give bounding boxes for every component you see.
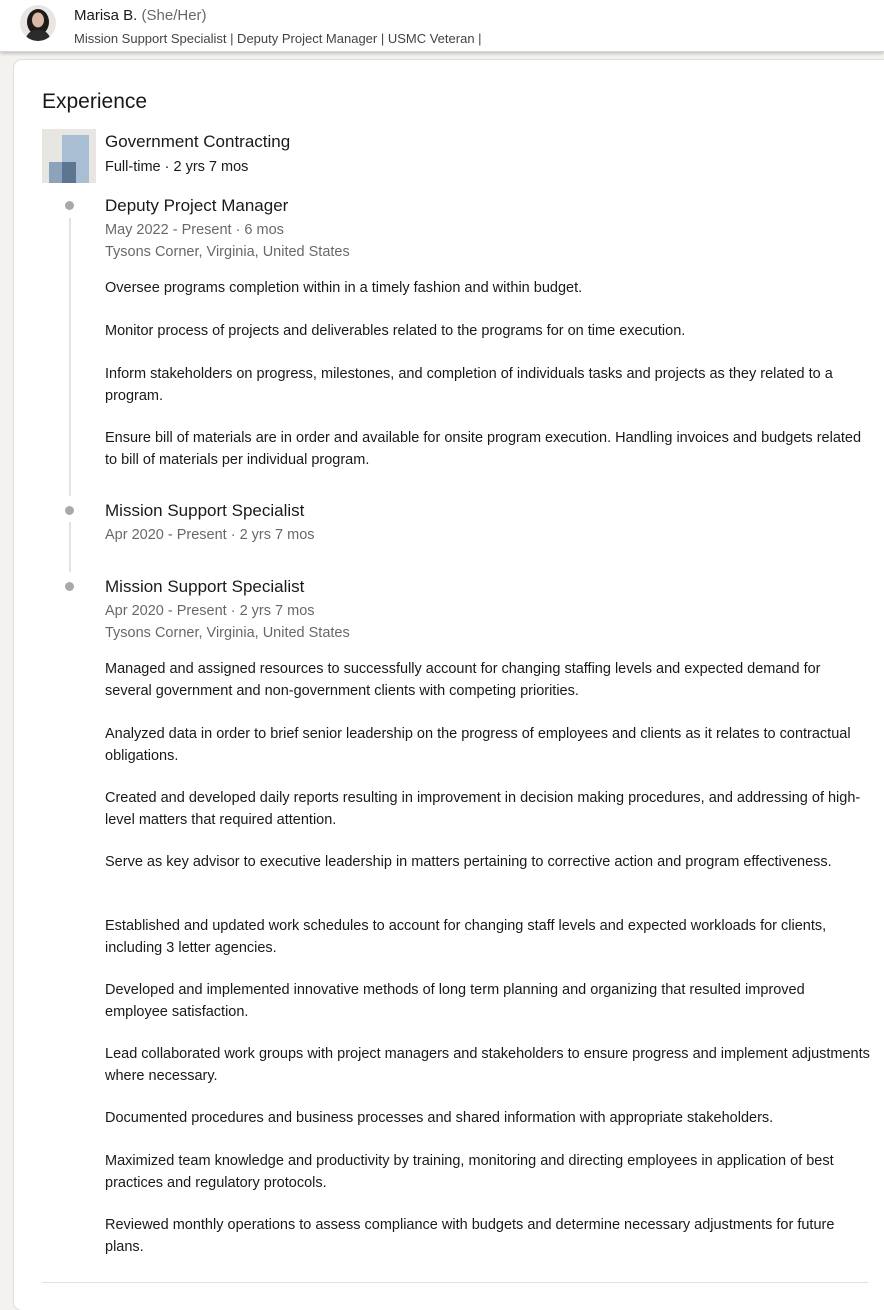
sticky-profile-header [0,0,884,52]
position-description-paragraph: Reviewed monthly operations to assess compliance with budgets and determine necessary adjustments for future plans. [105,1217,835,1255]
position-dates: Apr 2020 - Present · 2 yrs 7 mos [105,603,315,619]
position-description-paragraph: Serve as key advisor to executive leadership in matters pertaining to corrective action and program effectiveness. [105,854,832,870]
position-title[interactable]: Deputy Project Manager [105,196,289,215]
timeline-dot [65,506,74,515]
position-description-paragraph: Managed and assigned resources to successfully account for changing staffing levels and expected demand for several government and non-government clients with competing priorities. [105,661,821,699]
position-dates: May 2022 - Present · 6 mos [105,222,284,238]
position-description-paragraph: Created and developed daily reports resulting in improvement in decision making procedures, and addressing of high-level matters that required attention. [105,790,861,828]
position-title[interactable]: Mission Support Specialist [105,577,305,596]
profile-name-text: Marisa B. [74,7,138,24]
profile-name [74,6,207,26]
position-description-paragraph: Lead collaborated work groups with project managers and stakeholders to ensure progress and implement adjustments where necessary. [105,1046,870,1084]
position-description-paragraph: Developed and implemented innovative methods of long term planning and organizing that resulted improved employee satisfaction. [105,982,805,1020]
profile-pronouns: (She/Her) [141,7,207,24]
company-employment-meta: Full-time · 2 yrs 7 mos [105,159,249,175]
position-description-paragraph: Monitor process of projects and deliverables related to the programs for on time execution. [105,323,686,339]
position-title[interactable]: Mission Support Specialist [105,501,305,520]
avatar[interactable] [20,5,56,41]
company-name[interactable]: Government Contracting [105,132,291,151]
timeline-line [69,218,71,496]
timeline-line [69,522,71,572]
position-description-paragraph: Documented procedures and business processes and shared information with appropriate stakeholders. [105,1110,774,1126]
section-title: Experience [42,90,148,113]
position-description-paragraph: Analyzed data in order to brief senior leadership on the progress of employees and clients as it relates to contractual obligations. [105,726,851,764]
position-description-paragraph: Maximized team knowledge and productivity by training, monitoring and directing employees in application of best practices and regulatory protocols. [105,1153,834,1191]
timeline-dot [65,201,74,210]
position-description-paragraph: Oversee programs completion within in a timely fashion and within budget. [105,280,583,296]
position-description-paragraph: Ensure bill of materials are in order and available for onsite program execution. Handling invoices and budgets related to bill of materials per individual program. [105,430,862,468]
section-divider [42,1282,868,1283]
position-description-paragraph: Inform stakeholders on progress, milestones, and completion of individuals tasks and projects as they related to a program. [105,366,833,404]
position-location: Tysons Corner, Virginia, United States [105,625,350,641]
position-location: Tysons Corner, Virginia, United States [105,244,350,260]
timeline-dot [65,582,74,591]
company-logo[interactable] [42,129,96,183]
position-description-paragraph: Established and updated work schedules to account for changing staff levels and expected workloads for clients, including 3 letter agencies. [105,918,827,956]
position-dates: Apr 2020 - Present · 2 yrs 7 mos [105,527,315,543]
profile-headline: Mission Support Specialist | Deputy Project Manager | USMC Veteran | [74,31,482,46]
